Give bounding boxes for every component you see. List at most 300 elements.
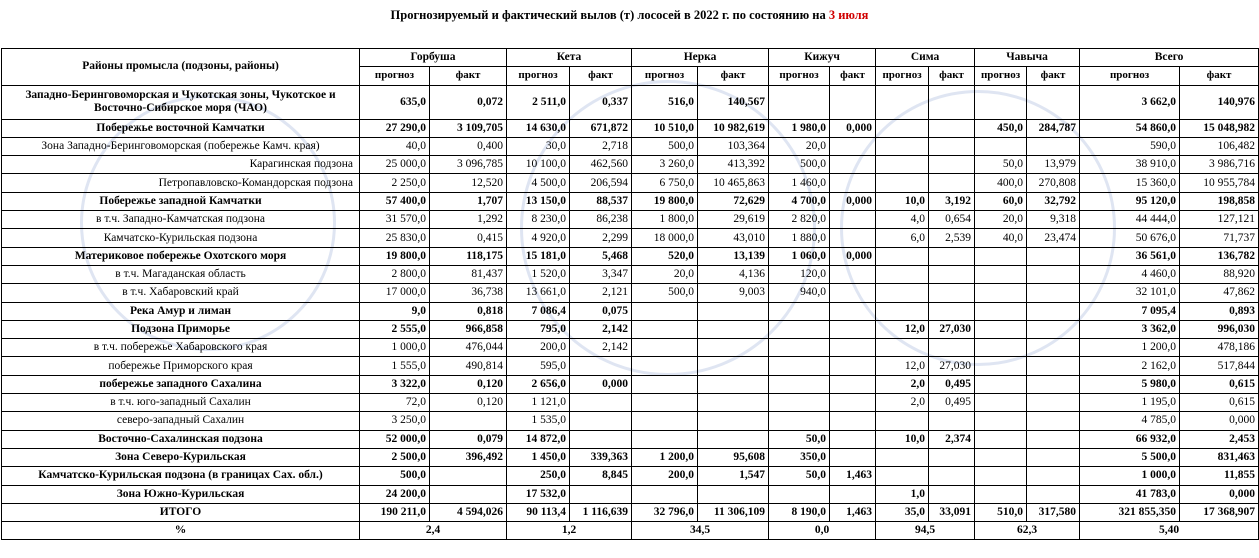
value-cell: 32 101,0 <box>1080 284 1180 302</box>
value-cell: 4 594,026 <box>430 503 507 521</box>
value-cell: 190 211,0 <box>360 503 430 521</box>
value-cell: 2,121 <box>570 284 632 302</box>
value-cell: 462,560 <box>570 156 632 174</box>
value-cell: 413,392 <box>698 156 769 174</box>
value-cell: 72,629 <box>698 192 769 210</box>
percent-label: % <box>2 522 360 540</box>
value-cell: 0,495 <box>929 375 975 393</box>
region-label: ИТОГО <box>2 503 360 521</box>
value-cell: 0,120 <box>430 375 507 393</box>
value-cell: 1 520,0 <box>507 265 570 283</box>
value-cell: 127,121 <box>1180 211 1259 229</box>
region-label: северо-западный Сахалин <box>2 412 360 430</box>
value-cell <box>632 320 698 338</box>
value-cell: 0,075 <box>570 302 632 320</box>
value-cell <box>1027 430 1080 448</box>
value-cell: 12,520 <box>430 174 507 192</box>
value-cell: 635,0 <box>360 85 430 119</box>
value-cell <box>769 485 830 503</box>
value-cell: 4,136 <box>698 265 769 283</box>
value-cell: 490,814 <box>430 357 507 375</box>
value-cell: 72,0 <box>360 394 430 412</box>
value-cell: 321 855,350 <box>1080 503 1180 521</box>
table-row <box>2 229 1259 247</box>
value-cell: 3 662,0 <box>1080 85 1180 119</box>
subheader-fact: факт <box>830 67 876 85</box>
value-cell: 0,120 <box>430 394 507 412</box>
value-cell <box>929 174 975 192</box>
percent-value: 0,0 <box>769 522 876 540</box>
value-cell: 206,594 <box>570 174 632 192</box>
value-cell: 3 260,0 <box>632 156 698 174</box>
table-row <box>2 448 1259 466</box>
value-cell: 11,855 <box>1180 467 1259 485</box>
value-cell: 90 113,4 <box>507 503 570 521</box>
table-row <box>2 85 1259 119</box>
value-cell: 24 200,0 <box>360 485 430 503</box>
value-cell: 510,0 <box>975 503 1027 521</box>
value-cell: 25 830,0 <box>360 229 430 247</box>
value-cell: 40,0 <box>975 229 1027 247</box>
value-cell: 3 096,785 <box>430 156 507 174</box>
region-label: Камчатско-Курильская подзона <box>2 229 360 247</box>
value-cell <box>769 375 830 393</box>
value-cell <box>830 412 876 430</box>
value-cell: 4 785,0 <box>1080 412 1180 430</box>
value-cell <box>1027 394 1080 412</box>
header-species: Кета <box>507 49 632 67</box>
value-cell: 17 000,0 <box>360 284 430 302</box>
value-cell: 5 980,0 <box>1080 375 1180 393</box>
value-cell: 10,0 <box>876 430 929 448</box>
value-cell <box>830 284 876 302</box>
value-cell <box>1027 339 1080 357</box>
value-cell <box>975 485 1027 503</box>
value-cell: 106,482 <box>1180 137 1259 155</box>
table-row <box>2 284 1259 302</box>
subheader-fact: факт <box>1027 67 1080 85</box>
value-cell <box>698 430 769 448</box>
page-title <box>0 8 1259 23</box>
value-cell <box>975 302 1027 320</box>
value-cell <box>1027 320 1080 338</box>
value-cell: 1 000,0 <box>1080 467 1180 485</box>
value-cell <box>1027 85 1080 119</box>
value-cell: 2 162,0 <box>1080 357 1180 375</box>
value-cell <box>830 302 876 320</box>
subheader-forecast: прогноз <box>360 67 430 85</box>
table-row <box>2 156 1259 174</box>
value-cell <box>698 302 769 320</box>
value-cell: 3 322,0 <box>360 375 430 393</box>
value-cell: 54 860,0 <box>1080 119 1180 137</box>
value-cell: 19 800,0 <box>360 247 430 265</box>
value-cell: 1,707 <box>430 192 507 210</box>
value-cell <box>830 357 876 375</box>
value-cell <box>876 137 929 155</box>
value-cell: 339,363 <box>570 448 632 466</box>
value-cell: 15 360,0 <box>1080 174 1180 192</box>
value-cell <box>632 412 698 430</box>
value-cell: 590,0 <box>1080 137 1180 155</box>
value-cell: 0,615 <box>1180 375 1259 393</box>
value-cell: 1,463 <box>830 467 876 485</box>
region-label: в т.ч. Западно-Камчатская подзона <box>2 211 360 229</box>
value-cell: 0,615 <box>1180 394 1259 412</box>
value-cell: 11 306,109 <box>698 503 769 521</box>
value-cell <box>876 302 929 320</box>
region-label: в т.ч. юго-западный Сахалин <box>2 394 360 412</box>
value-cell: 3 986,716 <box>1180 156 1259 174</box>
value-cell: 7 095,4 <box>1080 302 1180 320</box>
value-cell <box>929 156 975 174</box>
value-cell <box>1027 137 1080 155</box>
value-cell <box>876 265 929 283</box>
value-cell <box>769 320 830 338</box>
subheader-forecast: прогноз <box>876 67 929 85</box>
value-cell <box>1027 485 1080 503</box>
value-cell: 33,091 <box>929 503 975 521</box>
value-cell: 3 250,0 <box>360 412 430 430</box>
value-cell: 0,415 <box>430 229 507 247</box>
value-cell: 136,782 <box>1180 247 1259 265</box>
value-cell: 1 060,0 <box>769 247 830 265</box>
value-cell <box>975 85 1027 119</box>
value-cell: 2,142 <box>570 320 632 338</box>
value-cell <box>1027 247 1080 265</box>
value-cell: 517,844 <box>1180 357 1259 375</box>
value-cell <box>876 119 929 137</box>
value-cell: 2,453 <box>1180 430 1259 448</box>
value-cell <box>975 247 1027 265</box>
value-cell: 35,0 <box>876 503 929 521</box>
salmon-catch-table <box>1 48 1259 540</box>
value-cell: 118,175 <box>430 247 507 265</box>
subheader-fact: факт <box>1180 67 1259 85</box>
region-label: Река Амур и лиман <box>2 302 360 320</box>
value-cell: 2 555,0 <box>360 320 430 338</box>
value-cell: 595,0 <box>507 357 570 375</box>
value-cell: 0,000 <box>830 119 876 137</box>
value-cell: 198,858 <box>1180 192 1259 210</box>
value-cell: 4 700,0 <box>769 192 830 210</box>
region-label: побережье западного Сахалина <box>2 375 360 393</box>
subheader-forecast: прогноз <box>975 67 1027 85</box>
region-label: Побережье восточной Камчатки <box>2 119 360 137</box>
value-cell: 1 195,0 <box>1080 394 1180 412</box>
value-cell: 18 000,0 <box>632 229 698 247</box>
table-row <box>2 357 1259 375</box>
value-cell <box>830 174 876 192</box>
value-cell: 1,292 <box>430 211 507 229</box>
value-cell <box>929 339 975 357</box>
subheader-forecast: прогноз <box>769 67 830 85</box>
value-cell <box>1027 448 1080 466</box>
value-cell: 15 181,0 <box>507 247 570 265</box>
value-cell: 350,0 <box>769 448 830 466</box>
value-cell <box>876 85 929 119</box>
region-label: Зона Южно-Курильская <box>2 485 360 503</box>
table-row <box>2 302 1259 320</box>
value-cell: 25 000,0 <box>360 156 430 174</box>
value-cell: 52 000,0 <box>360 430 430 448</box>
value-cell <box>929 119 975 137</box>
value-cell: 14 872,0 <box>507 430 570 448</box>
value-cell <box>430 412 507 430</box>
value-cell <box>632 375 698 393</box>
value-cell: 2 800,0 <box>360 265 430 283</box>
value-cell <box>929 284 975 302</box>
value-cell <box>570 394 632 412</box>
value-cell: 831,463 <box>1180 448 1259 466</box>
value-cell <box>876 247 929 265</box>
value-cell: 478,186 <box>1180 339 1259 357</box>
value-cell <box>1027 412 1080 430</box>
value-cell: 17 532,0 <box>507 485 570 503</box>
table-row <box>2 485 1259 503</box>
value-cell: 1 116,639 <box>570 503 632 521</box>
value-cell: 13 150,0 <box>507 192 570 210</box>
value-cell <box>570 412 632 430</box>
value-cell: 500,0 <box>360 467 430 485</box>
value-cell <box>975 375 1027 393</box>
percent-value: 2,4 <box>360 522 507 540</box>
percent-row <box>2 522 1259 540</box>
value-cell: 40,0 <box>360 137 430 155</box>
value-cell: 0,079 <box>430 430 507 448</box>
value-cell: 10 100,0 <box>507 156 570 174</box>
value-cell: 940,0 <box>769 284 830 302</box>
value-cell <box>830 375 876 393</box>
region-label: в т.ч. Магаданская область <box>2 265 360 283</box>
value-cell: 27,030 <box>929 320 975 338</box>
value-cell: 0,000 <box>830 247 876 265</box>
value-cell <box>632 430 698 448</box>
value-cell: 17 368,907 <box>1180 503 1259 521</box>
value-cell <box>570 485 632 503</box>
table-row <box>2 211 1259 229</box>
value-cell <box>975 412 1027 430</box>
value-cell <box>929 85 975 119</box>
value-cell <box>929 467 975 485</box>
region-label: в т.ч. Хабаровский край <box>2 284 360 302</box>
value-cell: 200,0 <box>507 339 570 357</box>
value-cell <box>929 137 975 155</box>
value-cell <box>1027 467 1080 485</box>
subheader-forecast: прогноз <box>507 67 570 85</box>
value-cell: 2 656,0 <box>507 375 570 393</box>
value-cell: 71,737 <box>1180 229 1259 247</box>
value-cell <box>830 448 876 466</box>
value-cell: 2,374 <box>929 430 975 448</box>
value-cell: 3,192 <box>929 192 975 210</box>
value-cell: 2 250,0 <box>360 174 430 192</box>
value-cell <box>769 394 830 412</box>
subheader-fact: факт <box>570 67 632 85</box>
region-label: Зона Западно-Беринговоморская (побережье Камч. края) <box>2 137 360 155</box>
value-cell: 19 800,0 <box>632 192 698 210</box>
value-cell <box>830 485 876 503</box>
region-label: побережье Приморского края <box>2 357 360 375</box>
value-cell <box>830 85 876 119</box>
value-cell: 88,920 <box>1180 265 1259 283</box>
value-cell: 27 290,0 <box>360 119 430 137</box>
region-label: Подзона Приморье <box>2 320 360 338</box>
percent-value: 34,5 <box>632 522 769 540</box>
header-species: Всего <box>1080 49 1259 67</box>
value-cell <box>975 467 1027 485</box>
table-row <box>2 467 1259 485</box>
region-label: в т.ч. побережье Хабаровского края <box>2 339 360 357</box>
value-cell: 12,0 <box>876 357 929 375</box>
value-cell: 47,862 <box>1180 284 1259 302</box>
value-cell: 520,0 <box>632 247 698 265</box>
value-cell: 103,364 <box>698 137 769 155</box>
value-cell: 396,492 <box>430 448 507 466</box>
value-cell: 29,619 <box>698 211 769 229</box>
value-cell <box>1027 265 1080 283</box>
value-cell: 38 910,0 <box>1080 156 1180 174</box>
value-cell <box>830 339 876 357</box>
value-cell: 95 120,0 <box>1080 192 1180 210</box>
value-cell <box>570 430 632 448</box>
value-cell <box>876 339 929 357</box>
value-cell: 0,654 <box>929 211 975 229</box>
value-cell: 23,474 <box>1027 229 1080 247</box>
value-cell: 317,580 <box>1027 503 1080 521</box>
region-label: Зона Северо-Курильская <box>2 448 360 466</box>
value-cell <box>632 339 698 357</box>
value-cell <box>632 394 698 412</box>
header-species: Сима <box>876 49 975 67</box>
region-label: Петропавловско-Командорская подзона <box>2 174 360 192</box>
table-row <box>2 375 1259 393</box>
value-cell: 8 230,0 <box>507 211 570 229</box>
value-cell: 1 880,0 <box>769 229 830 247</box>
value-cell <box>698 375 769 393</box>
value-cell: 966,858 <box>430 320 507 338</box>
value-cell <box>1027 357 1080 375</box>
title-date: 3 июля <box>828 8 869 22</box>
value-cell <box>876 156 929 174</box>
value-cell: 36 561,0 <box>1080 247 1180 265</box>
value-cell: 9,318 <box>1027 211 1080 229</box>
table-row <box>2 339 1259 357</box>
value-cell: 88,537 <box>570 192 632 210</box>
value-cell: 5,468 <box>570 247 632 265</box>
table-row <box>2 192 1259 210</box>
value-cell: 50,0 <box>975 156 1027 174</box>
value-cell <box>929 265 975 283</box>
value-cell <box>430 467 507 485</box>
table-row <box>2 430 1259 448</box>
value-cell <box>698 357 769 375</box>
value-cell <box>698 394 769 412</box>
value-cell: 0,000 <box>1180 412 1259 430</box>
value-cell: 20,0 <box>975 211 1027 229</box>
value-cell: 1 200,0 <box>1080 339 1180 357</box>
header-species: Чавыча <box>975 49 1080 67</box>
value-cell <box>876 174 929 192</box>
value-cell <box>632 357 698 375</box>
value-cell: 14 630,0 <box>507 119 570 137</box>
value-cell: 500,0 <box>769 156 830 174</box>
value-cell: 250,0 <box>507 467 570 485</box>
subheader-fact: факт <box>698 67 769 85</box>
header-species: Нерка <box>632 49 769 67</box>
value-cell: 1 200,0 <box>632 448 698 466</box>
value-cell <box>975 137 1027 155</box>
value-cell: 10 982,619 <box>698 119 769 137</box>
value-cell: 10 510,0 <box>632 119 698 137</box>
value-cell <box>632 485 698 503</box>
value-cell: 0,000 <box>830 192 876 210</box>
value-cell: 1 121,0 <box>507 394 570 412</box>
value-cell: 66 932,0 <box>1080 430 1180 448</box>
value-cell <box>876 412 929 430</box>
value-cell: 20,0 <box>632 265 698 283</box>
value-cell: 44 444,0 <box>1080 211 1180 229</box>
value-cell: 500,0 <box>632 137 698 155</box>
value-cell: 8 190,0 <box>769 503 830 521</box>
region-label: Камчатско-Курильская подзона (в границах Сах. обл.) <box>2 467 360 485</box>
value-cell: 2 500,0 <box>360 448 430 466</box>
region-label: Материковое побережье Охотского моря <box>2 247 360 265</box>
table-row <box>2 137 1259 155</box>
value-cell: 31 570,0 <box>360 211 430 229</box>
table-row <box>2 265 1259 283</box>
value-cell <box>769 339 830 357</box>
header-species: Горбуша <box>360 49 507 67</box>
value-cell: 7 086,4 <box>507 302 570 320</box>
subheader-forecast: прогноз <box>632 67 698 85</box>
value-cell: 1,0 <box>876 485 929 503</box>
value-cell <box>876 467 929 485</box>
value-cell: 0,072 <box>430 85 507 119</box>
value-cell: 120,0 <box>769 265 830 283</box>
value-cell: 2 820,0 <box>769 211 830 229</box>
value-cell <box>975 265 1027 283</box>
region-label: Западно-Беринговоморская и Чукотская зоны, Чукотское и Восточно-Сибирское моря (ЧАО) <box>2 85 360 119</box>
value-cell: 12,0 <box>876 320 929 338</box>
value-cell <box>929 485 975 503</box>
value-cell <box>698 485 769 503</box>
value-cell: 10 955,784 <box>1180 174 1259 192</box>
subheader-fact: факт <box>430 67 507 85</box>
value-cell <box>769 302 830 320</box>
table-row <box>2 247 1259 265</box>
value-cell: 50,0 <box>769 467 830 485</box>
percent-value: 62,3 <box>975 522 1080 540</box>
value-cell: 2,0 <box>876 394 929 412</box>
value-cell <box>830 137 876 155</box>
subheader-forecast: прогноз <box>1080 67 1180 85</box>
value-cell: 4,0 <box>876 211 929 229</box>
value-cell: 43,010 <box>698 229 769 247</box>
value-cell <box>975 357 1027 375</box>
value-cell: 0,495 <box>929 394 975 412</box>
value-cell: 86,238 <box>570 211 632 229</box>
value-cell <box>929 448 975 466</box>
header-region: Районы промысла (подзоны, районы) <box>2 49 360 86</box>
value-cell <box>975 284 1027 302</box>
value-cell: 9,0 <box>360 302 430 320</box>
value-cell <box>975 448 1027 466</box>
percent-value: 94,5 <box>876 522 975 540</box>
value-cell: 500,0 <box>632 284 698 302</box>
value-cell: 140,567 <box>698 85 769 119</box>
value-cell: 6,0 <box>876 229 929 247</box>
